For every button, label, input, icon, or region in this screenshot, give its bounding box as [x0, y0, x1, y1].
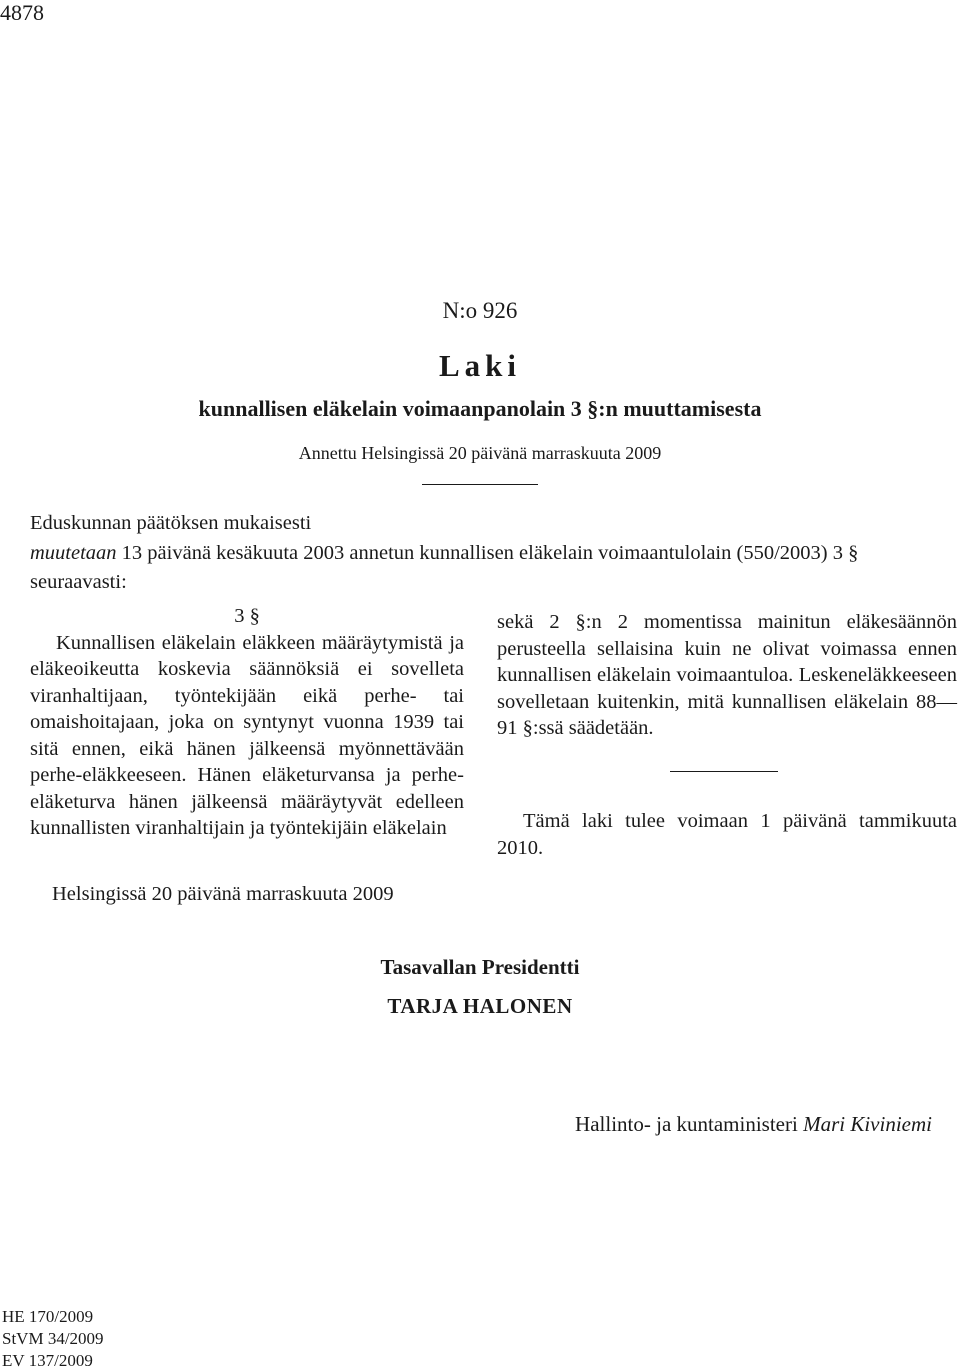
- reference-item: EV 137/2009: [2, 1351, 93, 1370]
- statute-number: N:o 926: [442, 298, 518, 323]
- entry-into-force: Tämä laki tulee voimaan 1 päivänä tammikuuta 2010.: [497, 810, 957, 859]
- given-date-line: Annettu Helsingissä 20 päivänä marraskuuta 2009: [298, 443, 662, 463]
- reference-item: StVM 34/2009: [2, 1329, 104, 1348]
- section-body-left: Kunnallisen eläkelain eläkkeen määräytymistä ja eläkeoikeutta koskevia säännöksiä ei sovelleta viranhaltijaan, työntekijään eikä perhe- tai omaishoitajaan, joka on syntynyt vuonna 1939 tai sitä ennen, eikä hänen jälkeensä myönnettävään perhe-eläkkeeseen. Hänen eläketurvansa ja perhe-eläketurva hänen jälkeensä määräytyvät edelleen kunnallisten viranhaltijain ja työntekijäin eläkelain: [30, 631, 464, 839]
- president-name: TARJA HALONEN: [387, 994, 573, 1018]
- section-right-column: [497, 609, 957, 742]
- legislative-references: [2, 1306, 104, 1372]
- preamble-line1: Eduskunnan päätöksen mukaisesti: [30, 512, 312, 534]
- minister-signature: [0, 1112, 932, 1137]
- place-date: Helsingissä 20 päivänä marraskuuta 2009: [52, 883, 394, 905]
- divider-middle: [670, 771, 778, 772]
- divider-top: [422, 484, 538, 485]
- section-heading: 3 §: [234, 605, 260, 627]
- page-number: 4878: [0, 0, 44, 25]
- section-body-right: sekä 2 §:n 2 momentissa mainitun eläkesäännön perusteella sellaisina kuin ne olivat voimassa ennen kunnallisen eläkelain voimaantuloa. Leskeneläkkeeseen sovelletaan kuitenkin, mitä kunnallisen eläkelain 88—91 §:ssä säädetään.: [497, 611, 957, 739]
- document-type-heading: Laki: [438, 348, 522, 383]
- amend-word: muutetaan: [30, 541, 117, 564]
- preamble-rest: 13 päivänä kesäkuuta 2003 annetun kunnallisen eläkelain voimaantulolain (550/2003) 3 § seuraavasti:: [30, 541, 859, 593]
- preamble-body: [30, 539, 956, 598]
- preamble: [30, 509, 956, 598]
- reference-item: HE 170/2009: [2, 1307, 94, 1326]
- law-title: kunnallisen eläkelain voimaanpanolain 3 §:n muuttamisesta: [198, 396, 762, 421]
- minister-role: Hallinto- ja kuntaministeri: [575, 1112, 804, 1136]
- president-title: Tasavallan Presidentti: [380, 955, 580, 979]
- minister-name: Mari Kiviniemi: [803, 1112, 932, 1136]
- entry-into-force-block: [497, 808, 957, 861]
- section-left-column: [30, 603, 464, 842]
